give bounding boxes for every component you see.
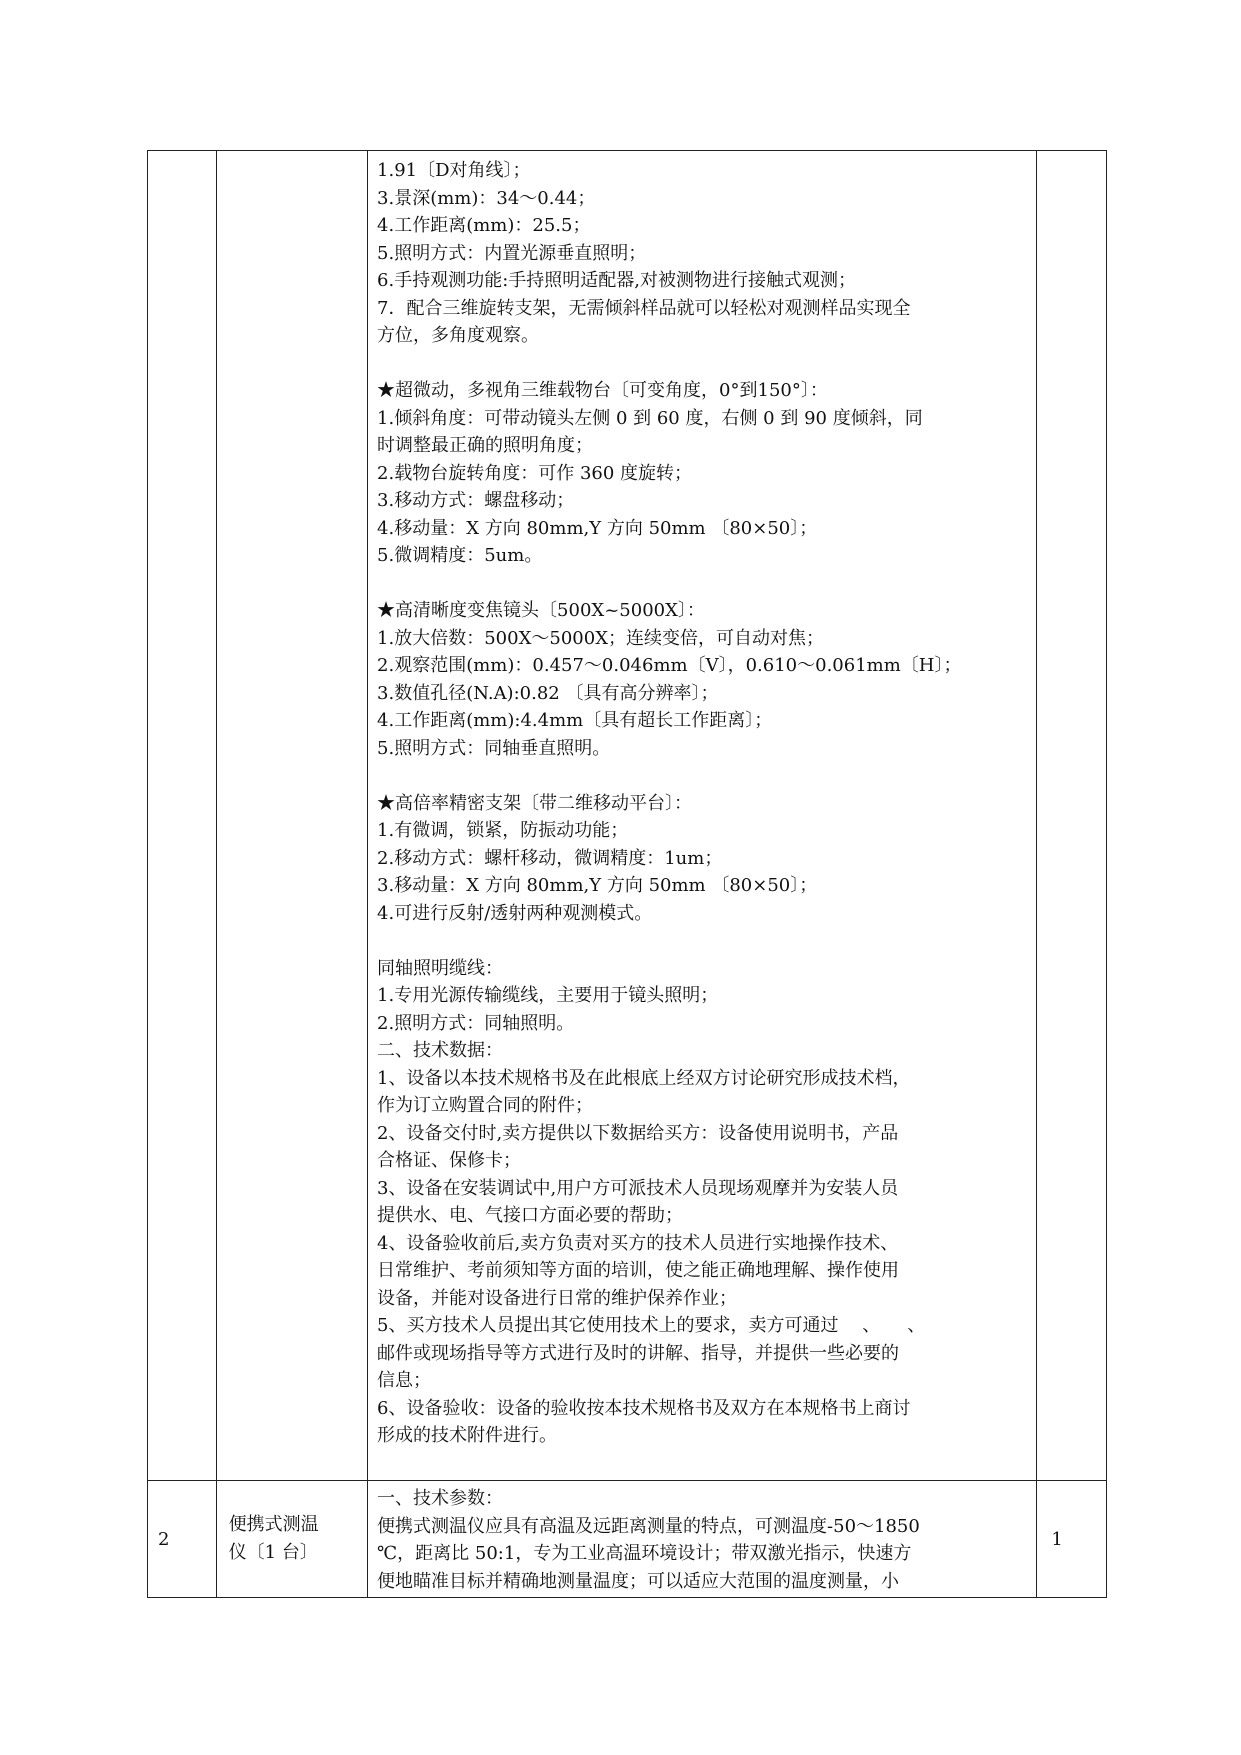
spec-line: 4.工作距离(mm)：25.5； xyxy=(377,215,591,236)
spec-line: 信息； xyxy=(377,1370,432,1391)
spec-line: 5、买方技术人员提出其它使用技术上的要求，卖方可通过 、 、 xyxy=(377,1315,926,1336)
spec-line: 6.手持观测功能:手持照明适配器,对被测物进行接触式观测； xyxy=(377,270,857,291)
spec-line: ★高倍率精密支架〔带二维移动平台〕： xyxy=(377,792,693,814)
item-number-cell xyxy=(148,151,217,1481)
specification-text xyxy=(368,151,1036,1452)
spec-line: 一、技术参数： xyxy=(377,1488,504,1509)
spec-line: 5.照明方式：内置光源垂直照明； xyxy=(377,242,647,264)
spec-line: 1.91〔D对角线〕； xyxy=(377,160,531,181)
spec-line: 便携式测温仪应具有高温及远距离测量的特点，可测温度-50～1850 xyxy=(377,1515,920,1537)
spec-line: 1、设备以本技术规格书及在此根底上经双方讨论研究形成技术档， xyxy=(377,1067,911,1089)
spec-line: 时调整最正确的照明角度； xyxy=(377,435,594,456)
spec-line: 设备，并能对设备进行日常的维护保养作业； xyxy=(377,1287,738,1309)
table-row xyxy=(148,1481,1107,1598)
table-row xyxy=(148,151,1107,1481)
spec-line: 4.可进行反射/透射两种观测模式。 xyxy=(377,902,653,924)
item-name-line: 仪〔1 台〕 xyxy=(228,1542,318,1563)
spec-line: 2.照明方式：同轴照明。 xyxy=(377,1012,575,1034)
specification-cell xyxy=(368,1481,1037,1598)
item-number: 2 xyxy=(158,1528,170,1550)
spec-line: ★高清晰度变焦镜头〔500X~5000X〕： xyxy=(377,600,705,621)
blank-line xyxy=(377,762,1028,790)
spec-line: 1.倾斜角度：可带动镜头左侧 0 到 60 度，右侧 0 到 90 度倾斜，同 xyxy=(377,407,923,429)
item-number-cell xyxy=(148,1481,217,1598)
spec-line: 3.数值孔径(N.A):0.82 〔具有高分辨率〕； xyxy=(377,682,719,704)
quantity-cell xyxy=(1037,151,1107,1481)
spec-line: 5.微调精度：5um。 xyxy=(377,545,543,566)
spec-line: 提供水、电、气接口方面必要的帮助； xyxy=(377,1205,684,1226)
spec-line: 作为订立购置合同的附件； xyxy=(377,1095,594,1116)
specification-text xyxy=(368,1481,1036,1597)
spec-line: 4.移动量：X 方向 80mm,Y 方向 50mm 〔80×50〕； xyxy=(377,517,818,539)
specification-cell xyxy=(368,151,1037,1481)
spec-line: 1.有微调，锁紧，防振动功能； xyxy=(377,820,629,841)
spec-line: 1.专用光源传输缆线，主要用于镜头照明； xyxy=(377,985,719,1006)
spec-line: 3.景深(mm)：34～0.44； xyxy=(377,187,596,209)
spec-line: 6、设备验收：设备的验收按本技术规格书及双方在本规格书上商讨 xyxy=(377,1397,911,1419)
spec-line: 3.移动量：X 方向 80mm,Y 方向 50mm 〔80×50〕； xyxy=(377,875,818,896)
spec-line: 4.工作距离(mm):4.4mm〔具有超长工作距离〕； xyxy=(377,710,773,731)
spec-line: 5.照明方式：同轴垂直照明。 xyxy=(377,737,611,759)
equipment-spec-table xyxy=(147,150,1107,1598)
spec-line: 日常维护、考前须知等方面的培训，使之能正确地理解、操作使用 xyxy=(377,1260,900,1281)
spec-line: 二、技术数据： xyxy=(377,1040,504,1061)
spec-line: 1.放大倍数：500X～5000X；连续变倍，可自动对焦； xyxy=(377,627,825,649)
spec-line: 4、设备验收前后,卖方负责对买方的技术人员进行实地操作技术、 xyxy=(377,1232,899,1254)
spec-line: 3、设备在安装调试中,用户方可派技术人员现场观摩并为安装人员 xyxy=(377,1177,899,1199)
item-quantity: 1 xyxy=(1051,1528,1063,1550)
item-name-cell xyxy=(216,1481,367,1598)
spec-line: 2.载物台旋转角度：可作 360 度旋转； xyxy=(377,462,693,484)
spec-line: 7．配合三维旋转支架，无需倾斜样品就可以轻松对观测样品实现全 xyxy=(377,297,911,319)
quantity-cell xyxy=(1037,1481,1107,1598)
spec-line: 方位，多角度观察。 xyxy=(377,325,540,346)
spec-line: 2.观察范围(mm)：0.457～0.046mm〔V〕，0.610～0.061mm〔H〕； xyxy=(377,655,962,676)
spec-line: 合格证、保修卡； xyxy=(377,1150,522,1171)
spec-line: 便地瞄准目标并精确地测量温度；可以适应大范围的温度测量，小 xyxy=(377,1570,900,1592)
spec-line: 3.移动方式：螺盘移动； xyxy=(377,490,575,511)
blank-line xyxy=(377,927,1028,955)
blank-line xyxy=(377,570,1028,598)
spec-line: ★超微动，多视角三维载物台〔可变角度，0°到150°〕： xyxy=(377,380,828,401)
item-name-line: 便携式测温 xyxy=(228,1514,319,1535)
spec-line: 同轴照明缆线： xyxy=(377,957,504,979)
spec-line: 形成的技术附件进行。 xyxy=(377,1425,558,1446)
item-name-cell xyxy=(216,151,367,1481)
spec-line: ℃，距离比 50:1，专为工业高温环境设计；带双激光指示，快速方 xyxy=(377,1543,912,1564)
spec-line: 2.移动方式：螺杆移动，微调精度：1um； xyxy=(377,847,723,869)
spec-line: 2、设备交付时,卖方提供以下数据给买方：设备使用说明书，产品 xyxy=(377,1122,899,1144)
spec-line: 邮件或现场指导等方式进行及时的讲解、指导，并提供一些必要的 xyxy=(377,1342,900,1364)
blank-line xyxy=(377,350,1028,378)
